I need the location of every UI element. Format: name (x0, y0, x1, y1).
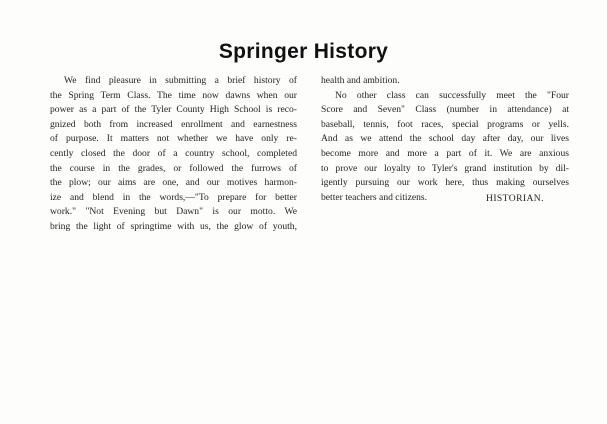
paragraph-line: gnized both from increased enrollment and earnestness (50, 118, 297, 130)
paragraph-line: igently pursuing our work here, thus making ourselves (321, 177, 569, 189)
paragraph-line: ize and blend in the words,—"To prepare for better (50, 191, 297, 203)
paragraph-line: work." "Not Evening but Dawn" is our motto. We (50, 206, 297, 218)
paragraph-line: to prove our loyalty to Tyler's grand institution by dil- (321, 162, 569, 174)
paragraph-line: of purpose. It matters not whether we have only re- (50, 133, 297, 145)
left-column (50, 74, 297, 235)
paragraph-line: the course in the grades, or followed the furrows of (50, 162, 297, 174)
paragraph-line: baseball, tennis, foot races, special programs or yells. (321, 118, 569, 130)
paragraph-line: become more and more a part of it. We are anxious (321, 147, 569, 159)
paragraph-line: cently closed the door of a country school, completed (50, 147, 297, 159)
paragraph-line: Score and Seven" Class (number in attendance) at (321, 104, 569, 116)
signature: HISTORIAN. (486, 193, 544, 204)
paragraph-line: power as a part of the Tyler County High School is reco- (50, 104, 297, 116)
paragraph-line: And as we attend the school day after day, our lives (321, 133, 569, 145)
paragraph-line: the Spring Term Class. The time now dawns when our (50, 89, 297, 101)
paragraph-line: We find pleasure in submitting a brief history of (64, 75, 297, 86)
page-title: Springer History (218, 40, 389, 63)
paragraph-line: health and ambition. (321, 75, 400, 86)
paragraph-line: the plow; our aims are one, and our motives harmon- (50, 177, 297, 189)
paragraph-line: bring the light of springtime with us, the glow of youth, (50, 220, 297, 232)
paragraph-line: better teachers and citizens. (321, 191, 428, 203)
right-column (321, 74, 569, 205)
paragraph-line: No other class can successfully meet the "Four (335, 89, 569, 101)
